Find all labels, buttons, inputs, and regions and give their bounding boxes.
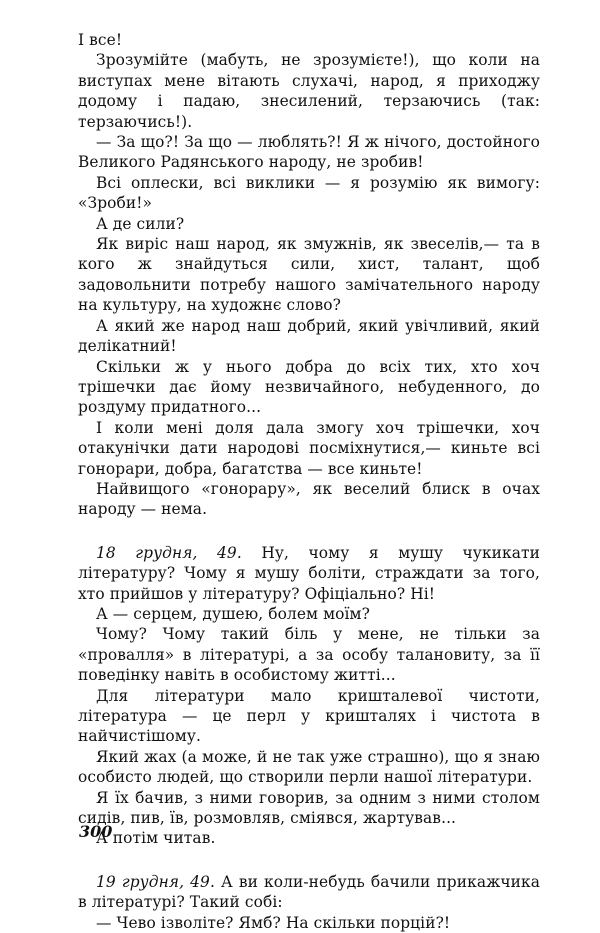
body-text	[78, 30, 540, 933]
paragraph: — Чево ізволіте? Ямб? На скільки порцій?!	[96, 913, 451, 932]
paragraph: Як виріс наш народ, як змужнів, як звеселів,— та в кого ж знайдуться сили, хист, талант, щоб задовольнити потребу нашого замічательного народу на культуру, на художнє слово?	[78, 235, 540, 315]
paragraph: Всі оплески, всі виклики — я розумію як вимогу: «Зроби!»	[78, 173, 540, 213]
paragraph: А — серцем, душею, болем моїм?	[96, 604, 370, 623]
paragraph: — За що?! За що — люблять?! Я ж нічого, достойного Великого Радянського народу, не зробив!	[78, 133, 540, 172]
diary-entry	[78, 543, 540, 604]
entry-text: Ну, чому я мушу чукикати літературу? Чому я мушу боліти, страждати за того, хто прийшов у літературу? Офіціально? Ні!	[78, 543, 540, 603]
paragraph: Який жах (а може, й не так уже страшно), що я знаю особисто людей, що створили перли нашої літератури.	[78, 747, 540, 787]
paragraph: Для літератури мало кришталевої чистоти, література — це перл у кришталях і чистота в найчистішому.	[78, 686, 540, 746]
paragraph: І все!	[78, 31, 123, 49]
paragraph: А де сили?	[96, 214, 185, 233]
paragraph: А який же народ наш добрий, який увічливий, який делікатний!	[78, 316, 540, 356]
entry-date: 18 грудня, 49.	[96, 543, 242, 562]
paragraph: І коли мені доля дала змогу хоч трішечки, хоч отакунічки дати народові посміхнутися,— киньте всі гонорари, добра, багатства — все киньте!	[78, 418, 540, 478]
paragraph: А потім читав.	[96, 829, 216, 848]
entry-date: 19 грудня, 49.	[96, 872, 215, 891]
paragraph: Скільки ж у нього добра до всіх тих, хто хоч трішечки дає йому незвичайного, небуденного, до роздуму придатного...	[78, 357, 540, 417]
diary-entry	[78, 872, 540, 913]
paragraph: Зрозумійте (мабуть, не зрозумієте!), що коли на виступах мене вітають слухачі, народ, я приходжу додому і падаю, знесилений, терзаючись (так: терзаючись!).	[78, 51, 540, 131]
paragraph: Я їх бачив, з ними говорив, за одним з ними столом сидів, пив, їв, розмовляв, сміявся, жартував...	[78, 788, 540, 828]
paragraph: Чому? Чому такий біль у мене, не тільки за «провалля» в літературі, а за особу талановиту, за її поведінку навіть в особистому житті...	[78, 625, 540, 685]
paragraph: Найвищого «гонорару», як веселий блиск в очах народу — нема.	[78, 479, 540, 519]
entry-text: А ви коли-небудь бачили прикажчика в літературі? Такий собі:	[78, 872, 540, 912]
page-number: 300	[79, 822, 113, 841]
